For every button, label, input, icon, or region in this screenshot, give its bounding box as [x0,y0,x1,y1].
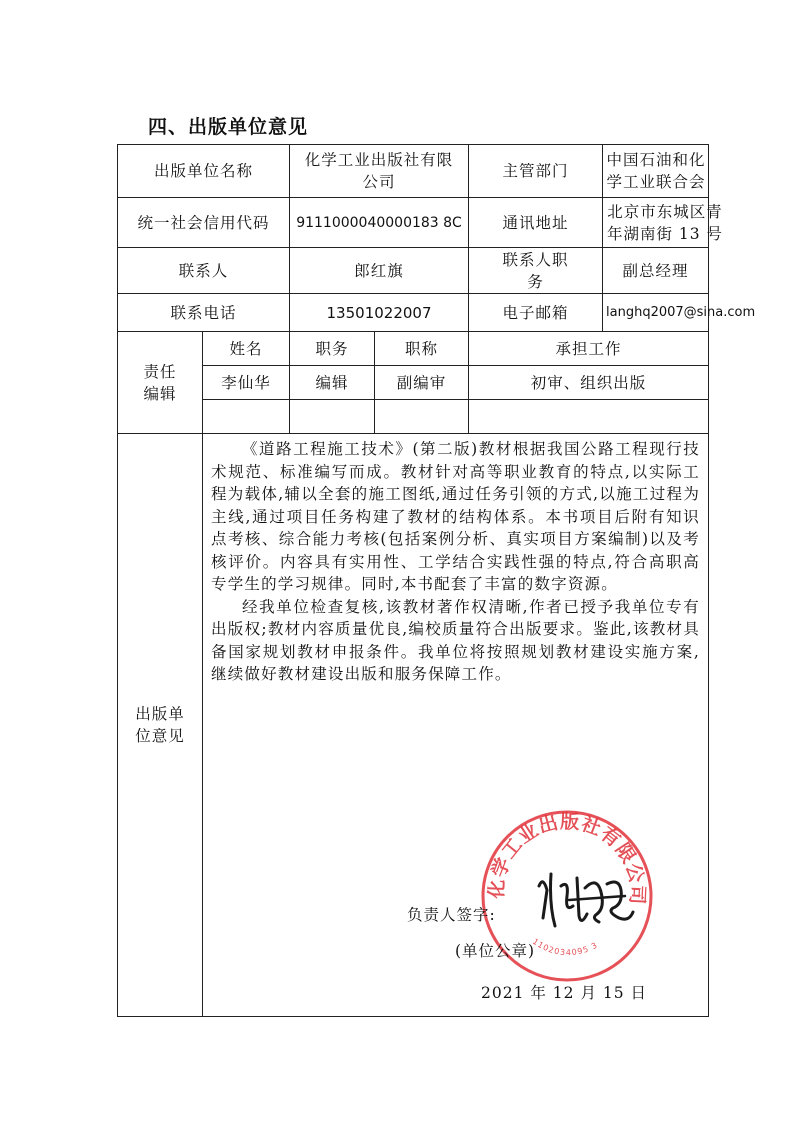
address-text: 北京市东城区青年湖南街 13 号 [606,202,724,243]
row-contact [118,248,709,294]
signature-label: 负责人签字: [407,905,496,924]
editor-cell-title: 副编审 [375,366,469,400]
seal-label: (单位公章) [455,941,536,960]
editor-cell-empty [203,400,290,434]
label-editor [118,332,203,434]
section-title: 四、出版单位意见 [148,116,309,138]
opinion-row [118,434,709,1017]
value-address [603,198,724,248]
contact-position-label-text: 联系人职务 [502,250,569,291]
editor-cell-empty [469,400,709,434]
seal-text: 化学工业出版社有限公司 [485,810,649,906]
label-phone: 联系电话 [118,294,290,332]
row-publisher-name [118,145,709,198]
seal-number: 1102034095 3 [530,936,600,957]
editor-cell-position: 编辑 [290,366,375,400]
label-opinion [118,434,203,1017]
label-contact: 联系人 [118,248,290,294]
label-email: 电子邮箱 [469,294,603,332]
supervising-dept-text: 中国石油和化学工业联合会 [606,151,706,191]
editor-cell-empty [375,400,469,434]
editor-header-work: 承担工作 [469,332,709,366]
editor-label-text: 责任编辑 [143,362,177,403]
label-supervising-dept: 主管部门 [469,145,603,198]
opinion-paragraph-1: 《道路工程施工技术》(第二版)教材根据我国公路工程现行技术规范、标准编写而成。教材针对高等职业教育的特点,以实际工程为载体,辅以全套的施工图纸,通过任务引领的方式,以施工过程为主线,通过项目任务构建了教材的结构体系。本书项目后附有知识点考核、综合能力考核(包括案例分析、真实项目方案编制)以及考核评价。内容具有实用性、工学结合实践性强的特点,符合高职高专学生的学习规律。同时,本书配套了丰富的数字资源。 [211,440,701,593]
editor-header-title: 职称 [375,332,469,366]
opinion-content [203,434,709,1017]
label-address: 通讯地址 [469,198,603,248]
editor-header-name: 姓名 [203,332,290,366]
row-credit-code [118,198,709,248]
label-publisher-name: 出版单位名称 [118,145,290,198]
value-phone: 13501022007 [290,294,469,332]
publisher-info-table [117,144,756,1017]
handwritten-signature-icon [529,856,639,946]
value-publisher-name [290,145,469,198]
label-credit-code: 统一社会信用代码 [118,198,290,248]
label-contact-position [469,248,603,294]
value-contact: 郎红旗 [290,248,469,294]
publisher-name-text: 化学工业出版社有限公司 [304,151,454,191]
editor-row [118,366,709,400]
signed-date: 2021 年 12 月 15 日 [481,983,648,1002]
opinion-paragraph-2: 经我单位检查复核,该教材著作权清晰,作者已授予我单位专有出版权;教材内容质量优良,编校质量符合出版要求。鉴此,该教材具备国家规划教材申报条件。我单位将按照规划教材建设实施方案,继续做好教材建设出版和服务保障工作。 [211,597,701,683]
signature-area [211,686,700,1016]
value-email: langhq2007@sina.com [603,294,709,332]
editor-cell-empty [290,400,375,434]
value-contact-position: 副总经理 [603,248,709,294]
editor-cell-name: 李仙华 [203,366,290,400]
value-supervising-dept [603,145,709,198]
opinion-label-text: 出版单位意见 [135,704,185,745]
editor-cell-work: 初审、组织出版 [469,366,709,400]
row-phone [118,294,709,332]
value-credit-code: 9111000040000183 8C [290,198,469,248]
editor-header-row [118,332,709,366]
editor-header-position: 职务 [290,332,375,366]
editor-row-empty [118,400,709,434]
